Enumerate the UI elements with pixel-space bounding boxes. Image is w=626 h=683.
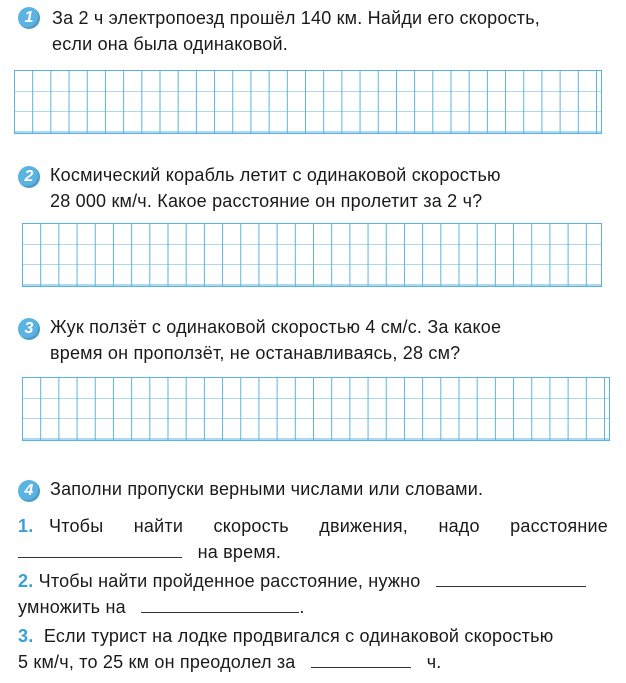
item-number: 1. — [18, 516, 34, 536]
item-number: 2. — [18, 571, 34, 591]
word: надо — [438, 516, 480, 536]
task-text-line: если она была одинаковой. — [52, 34, 288, 54]
fill-item-1 — [18, 513, 608, 565]
fill-item-line — [18, 649, 608, 675]
item-text: 5 км/ч, то 25 км он преодолел за — [18, 652, 296, 672]
task-number-badge: 3 — [18, 318, 40, 340]
fill-item-line — [18, 513, 608, 539]
answer-grid[interactable] — [22, 223, 602, 287]
task-text — [52, 5, 612, 57]
item-text: на время. — [197, 542, 282, 562]
task-text-line: Жук ползёт с одинаковой скоростью 4 см/с. За какое — [50, 317, 502, 337]
task-number-badge: 1 — [18, 7, 40, 29]
item-text: Чтобы найти пройденное расстояние, нужно — [38, 571, 421, 591]
word: расстояние — [510, 516, 608, 536]
word: скорость — [213, 516, 289, 536]
task-text-line: 28 000 км/ч. Какое расстояние он пролетит за 2 ч? — [50, 191, 483, 211]
task-text-line: За 2 ч электропоезд прошёл 140 км. Найди его скорость, — [52, 8, 541, 28]
task-title: Заполни пропуски верными числами или словами. — [50, 479, 484, 499]
fill-item-3 — [18, 623, 608, 675]
task-number-badge: 2 — [18, 166, 40, 188]
fill-item-line — [18, 594, 608, 620]
item-text: Если турист на лодке продвигался с одинаковой скоростью — [43, 626, 554, 646]
answer-blank[interactable] — [141, 594, 299, 613]
answer-blank[interactable] — [436, 568, 586, 587]
item-text: . — [299, 597, 305, 617]
task-text — [50, 314, 606, 366]
fill-item-line — [18, 568, 608, 594]
fill-item-line — [18, 623, 608, 649]
item-text: ч. — [426, 652, 442, 672]
item-text: умножить на — [18, 597, 126, 617]
answer-grid[interactable] — [14, 70, 602, 134]
word: Чтобы — [49, 516, 104, 536]
word: движения, — [319, 516, 409, 536]
fill-item-2 — [18, 568, 608, 620]
answer-grid[interactable] — [22, 377, 610, 441]
answer-blank[interactable] — [311, 649, 411, 668]
task-number-badge: 4 — [18, 480, 40, 502]
item-number: 3. — [18, 626, 34, 646]
task-text-line: Космический корабль летит с одинаковой скоростью — [50, 165, 501, 185]
word: найти — [133, 516, 184, 536]
answer-blank[interactable] — [18, 539, 182, 558]
task-text-line: время он проползёт, не останавливаясь, 28 см? — [50, 343, 461, 363]
fill-item-line — [18, 539, 608, 565]
task-text — [50, 162, 606, 214]
